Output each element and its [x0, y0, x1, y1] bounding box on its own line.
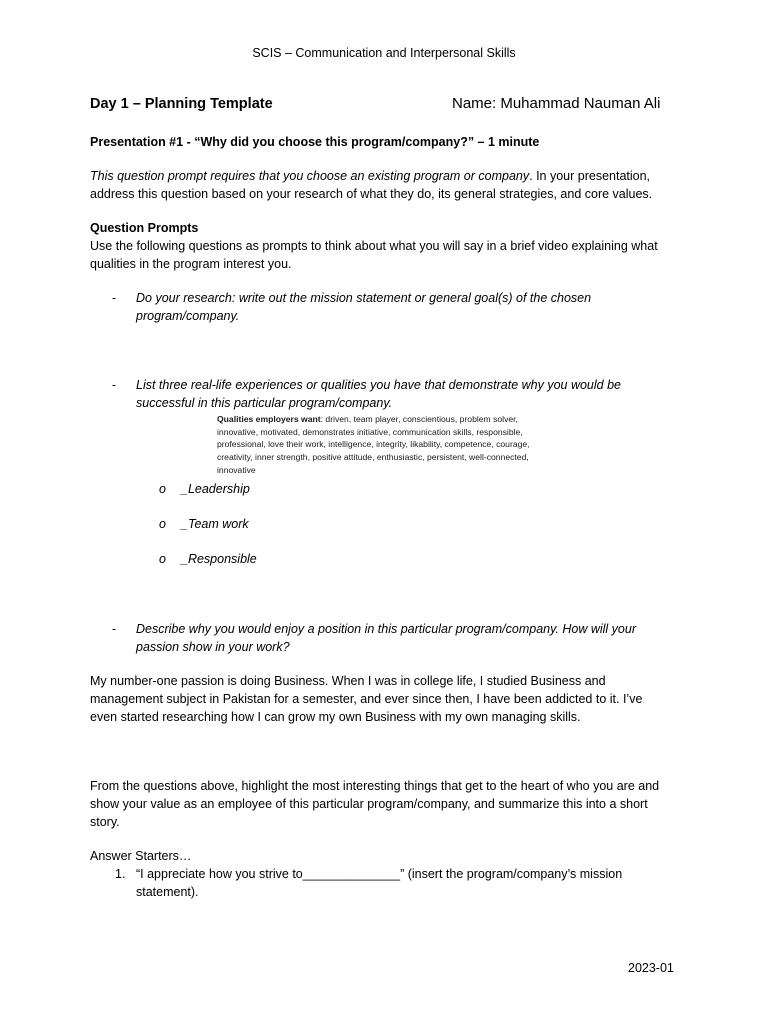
bullet-2-line-2: successful in this particular program/company. — [136, 396, 393, 410]
qualities-line-3: professional, love their work, intelligence, integrity, likability, competence, courage, — [217, 439, 530, 450]
intro-line-1 — [90, 167, 650, 185]
answer-starter-line-2: statement). — [136, 885, 199, 899]
intro-italic: This question prompt requires that you choose an existing program or company — [90, 169, 530, 183]
document-footer: 2023-01 — [628, 961, 674, 975]
answer-item: _Team work — [181, 517, 249, 531]
qualities-line-5: innovative — [217, 464, 256, 475]
answer-starters-heading: Answer Starters… — [90, 849, 192, 863]
sub-bullet-marker: o — [159, 517, 166, 531]
bullet-dash: - — [112, 622, 117, 636]
question-prompts-heading: Question Prompts — [90, 221, 199, 235]
document-header: SCIS – Communication and Interpersonal Skills — [252, 46, 516, 60]
bullet-3-line-2: passion show in your work? — [136, 640, 290, 654]
bullet-1-line-1: Do your research: write out the mission statement or general goal(s) of the chosen — [136, 291, 592, 305]
bullet-1-line-2: program/company. — [136, 309, 240, 323]
question-prompts-line-1: Use the following questions as prompts to think about what you will say in a brief video explaining what — [90, 239, 658, 253]
summary-line-1: From the questions above, highlight the most interesting things that get to the heart of who you are and — [90, 779, 660, 793]
qualities-line-1 — [217, 413, 567, 426]
question-prompts-line-2: qualities in the program interest you. — [90, 257, 292, 271]
qualities-label: Qualities employers want — [217, 414, 321, 424]
summary-line-2: show your value as an employee of this particular program/company, and summarize this into a short — [90, 797, 648, 811]
student-name: Name: Muhammad Nauman Ali — [452, 95, 661, 112]
bullet-3-line-1: Describe why you would enjoy a position in this particular program/company. How will your — [136, 622, 636, 636]
list-number: 1. — [115, 867, 126, 881]
sub-bullet-marker: o — [159, 482, 166, 496]
answer-item: _Responsible — [181, 552, 257, 566]
answer-starter-line-1: “I appreciate how you strive to______________” (insert the program/company’s mission — [136, 867, 623, 881]
passion-line-3: even started researching how I can grow my own Business with my own managing skills. — [90, 710, 581, 724]
intro-rest: . In your presentation, — [529, 169, 651, 183]
page-title: Day 1 – Planning Template — [90, 96, 273, 112]
bullet-2-line-1: List three real-life experiences or qualities you have that demonstrate why you would be — [136, 378, 621, 392]
presentation-heading: Presentation #1 - “Why did you choose this program/company?” – 1 minute — [90, 135, 540, 149]
qualities-inset — [217, 413, 567, 477]
answer-item: _Leadership — [181, 482, 250, 496]
sub-bullet-marker: o — [159, 552, 166, 566]
bullet-dash: - — [112, 291, 117, 305]
passion-line-1: My number-one passion is doing Business. When I was in college life, I studied Business and — [90, 674, 606, 688]
bullet-dash: - — [112, 378, 117, 392]
qualities-line-4: creativity, inner strength, positive attitude, enthusiastic, persistent, well-connected, — [217, 452, 529, 463]
summary-line-3: story. — [90, 815, 120, 829]
qualities-text-1: : driven, team player, conscientious, problem solver, — [320, 414, 518, 424]
passion-line-2: management subject in Pakistan for a semester, and ever since then, I have been addicted to it. I’ve — [90, 692, 643, 706]
qualities-line-2: innovative, motivated, demonstrates initiative, communication skills, responsible, — [217, 426, 523, 437]
intro-line-2: address this question based on your research of what they do, its general strategies, and core values. — [90, 187, 653, 201]
